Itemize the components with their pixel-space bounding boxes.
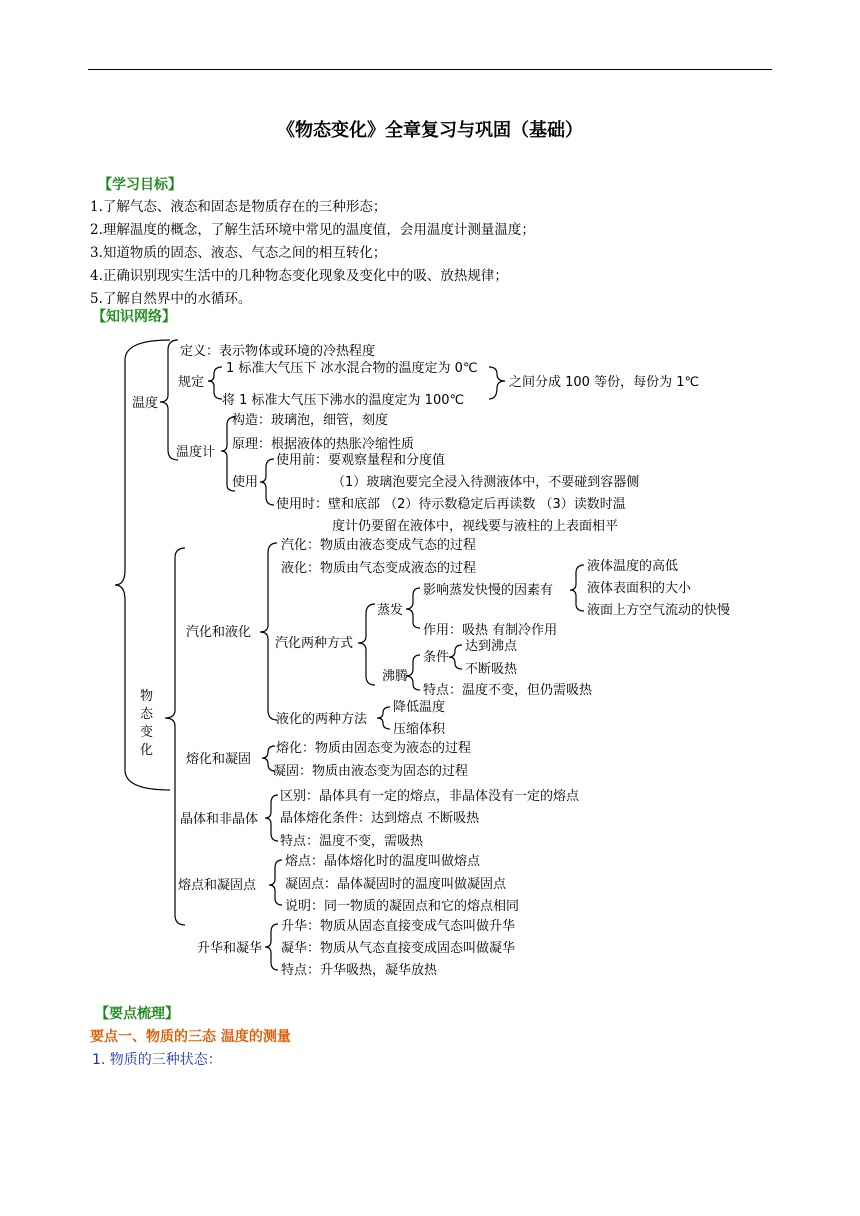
node-yhff: 液化的两种方法 bbox=[276, 712, 368, 727]
node-guiding: 规定 bbox=[178, 375, 205, 390]
node-jt: 晶体和非晶体 bbox=[180, 812, 259, 827]
node-factor-1: 液体温度的高低 bbox=[587, 559, 679, 574]
node-tiaojian: 条件 bbox=[423, 650, 450, 665]
node-factor-2: 液体表面积的大小 bbox=[587, 581, 692, 596]
bracket-factors bbox=[570, 565, 584, 611]
node-tedian-feiteng: 特点：温度不变，但仍需吸热 bbox=[423, 683, 593, 698]
node-g1: 1 标准大气压下 冰水混合物的温度定为 0℃ bbox=[226, 361, 478, 376]
node-g3: 之间分成 100 等份，每份为 1℃ bbox=[509, 375, 700, 390]
node-qihua: 汽化：物质由液态变成气态的过程 bbox=[281, 538, 477, 553]
node-gouzao: 构造：玻璃泡，细管，刻度 bbox=[232, 413, 389, 428]
node-shenghua: 升华：物质从固态直接变成气态叫做升华 bbox=[281, 919, 516, 934]
node-qhyh: 汽化和液化 bbox=[186, 625, 252, 640]
bracket-rdnd bbox=[269, 860, 282, 905]
node-ronghua: 熔化：物质由固态变为液态的过程 bbox=[276, 741, 472, 756]
bracket-wendu bbox=[160, 340, 178, 460]
node-qhfs: 汽化两种方式 bbox=[275, 636, 354, 651]
node-yingxiang: 影响蒸发快慢的因素有 bbox=[423, 583, 554, 598]
node-ninghua: 凝华：物质从气态直接变成固态叫做凝华 bbox=[281, 941, 516, 956]
bracket-qhfs bbox=[358, 604, 375, 685]
node-method-1: 降低温度 bbox=[393, 700, 446, 715]
bracket-g3 bbox=[489, 367, 505, 399]
node-cond-2: 不断吸热 bbox=[465, 662, 518, 677]
node-use-1: （1）玻璃泡要完全浸入待测液体中，不要碰到容器侧 bbox=[332, 475, 640, 490]
bracket-shnh bbox=[265, 924, 278, 970]
bracket-wutai bbox=[165, 548, 185, 925]
node-g2: 将 1 标准大气压下沸水的温度定为 100℃ bbox=[222, 393, 465, 408]
node-wenduji: 温度计 bbox=[176, 445, 216, 460]
goal-item: 1.了解气态、液态和固态是物质存在的三种形态； bbox=[90, 199, 387, 215]
bracket-feiteng bbox=[406, 655, 420, 690]
page-title: 《物态变化》全章复习与巩固（基础） bbox=[277, 120, 583, 141]
node-tedian-sh: 特点：升华吸热，凝华放热 bbox=[281, 963, 438, 978]
node-method-2: 压缩体积 bbox=[393, 722, 446, 737]
node-wutai: 物 态 变 化 bbox=[140, 689, 154, 758]
node-yuanli: 原理：根据液体的热胀冷缩性质 bbox=[232, 437, 415, 452]
node-before: 使用前：要观察量程和分度值 bbox=[276, 453, 446, 468]
node-qubie: 区别：晶体具有一定的熔点，非晶体没有一定的熔点 bbox=[280, 789, 580, 804]
bracket-zhengfa bbox=[406, 588, 420, 628]
bracket-yhff bbox=[377, 707, 390, 729]
node-use-2: 使用时：壁和底部 （2）待示数稳定后再读数 （3）读数时温 bbox=[276, 497, 626, 512]
node-rongdian: 熔点：晶体熔化时的温度叫做熔点 bbox=[285, 854, 481, 869]
node-shnh: 升华和凝华 bbox=[197, 941, 263, 956]
node-tedian-jt: 特点：温度不变，需吸热 bbox=[280, 834, 424, 849]
point-one-heading: 要点一、物质的三态 温度的测量 bbox=[90, 1029, 291, 1045]
node-use-3: 度计仍要留在液体中，视线要与液柱的上表面相平 bbox=[332, 519, 619, 534]
goal-item: 3.知道物质的固态、液态、气态之间的相互转化； bbox=[90, 245, 387, 261]
subheading-three-states: 1. 物质的三种状态： bbox=[92, 1052, 222, 1068]
bracket-tiaojian bbox=[449, 645, 462, 669]
node-rhng: 熔化和凝固 bbox=[186, 752, 252, 767]
goal-item: 5.了解自然界中的水循环。 bbox=[90, 291, 252, 307]
node-wendu: 温度 bbox=[132, 396, 159, 411]
node-zhengfa: 蒸发 bbox=[377, 603, 404, 618]
node-yehua: 液化：物质由气态变成液态的过程 bbox=[281, 561, 477, 576]
node-rdnd: 熔点和凝固点 bbox=[178, 878, 257, 893]
node-zuoyong: 作用：吸热 有制冷作用 bbox=[423, 623, 558, 638]
network-heading: 【知识网络】 bbox=[92, 309, 176, 325]
node-ninggu: 凝固：物质由液态变为固态的过程 bbox=[273, 764, 469, 779]
bracket-shiyong bbox=[260, 459, 274, 505]
bracket-jt bbox=[265, 795, 278, 841]
key-points-heading: 【要点梳理】 bbox=[95, 1006, 179, 1022]
goals-heading: 【学习目标】 bbox=[98, 177, 182, 193]
node-shuoming: 说明：同一物质的凝固点和它的熔点相同 bbox=[285, 899, 520, 914]
node-feiteng: 沸腾 bbox=[382, 669, 409, 684]
node-ningdian: 凝固点：晶体凝固时的温度叫做凝固点 bbox=[285, 877, 507, 892]
node-shiyong: 使用 bbox=[232, 475, 259, 490]
node-jtrh: 晶体熔化条件：达到熔点 不断吸热 bbox=[280, 811, 480, 826]
bracket-guiding bbox=[208, 367, 222, 399]
goal-item: 2.理解温度的概念，了解生活环境中常见的温度值，会用温度计测量温度； bbox=[90, 222, 535, 238]
bracket-qhyh bbox=[260, 543, 277, 720]
node-cond-1: 达到沸点 bbox=[465, 639, 518, 654]
goal-item: 4.正确识别现实生活中的几种物态变化现象及变化中的吸、放热规律； bbox=[90, 268, 508, 284]
node-factor-3: 液面上方空气流动的快慢 bbox=[587, 603, 731, 618]
node-dingyi: 定义：表示物体或环境的冷热程度 bbox=[180, 344, 376, 359]
